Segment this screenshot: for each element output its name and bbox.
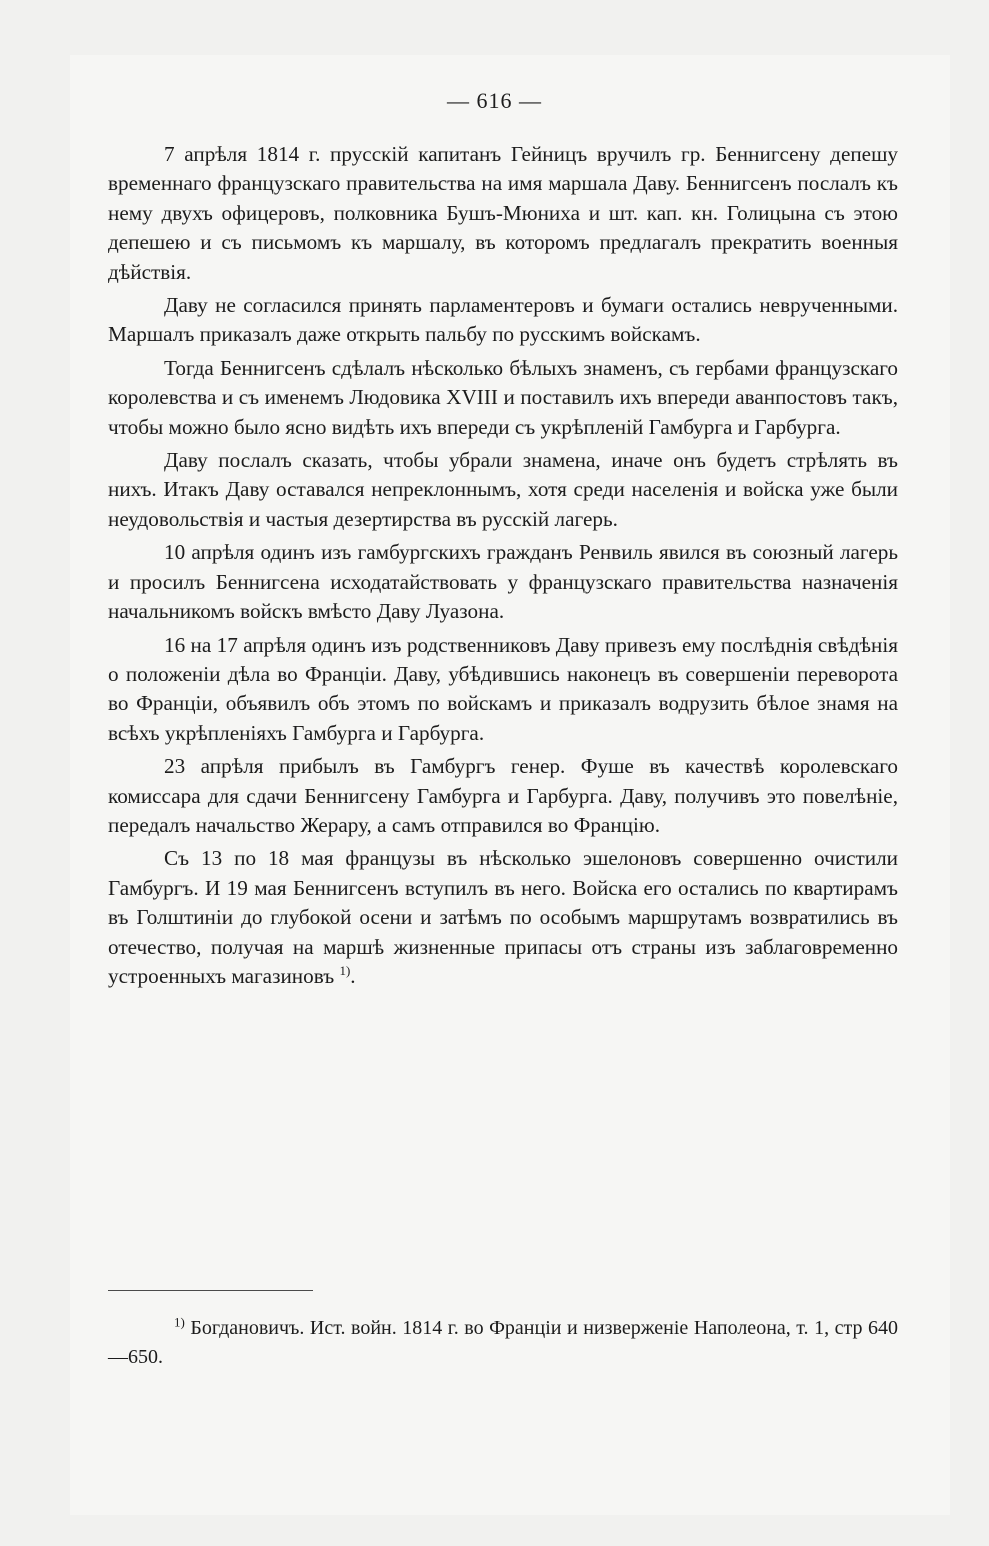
footnote: [108, 1314, 898, 1372]
footnote-reference: 1): [339, 962, 351, 978]
paragraph: 23 апрѣля прибылъ въ Гамбургъ генер. Фуше въ качествѣ королевскаго комиссара для сдачи Беннигсену Гамбурга и Гарбурга. Даву, получивъ это повелѣніе, передалъ начальство Жерару, а самъ отправился во Францію.: [108, 754, 898, 837]
paragraph-text: Съ 13 по 18 мая французы въ нѣсколько эшелоновъ совершенно очистили Гамбургъ. И 19 мая Беннигсенъ вступилъ въ него. Войска его остались по квартирамъ въ Голштиніи до глубокой осени и затѣмъ по особымъ маршрутамъ возвратились въ отечество, получая на маршѣ жизненные припасы отъ страны изъ заблаговременно устроенныхъ магазиновъ: [108, 846, 898, 988]
paragraph: Тогда Беннигсенъ сдѣлалъ нѣсколько бѣлыхъ знаменъ, съ гербами французскаго королевства и съ именемъ Людовика XVIII и поставилъ ихъ впереди аванпостовъ такъ, чтобы можно было ясно видѣть ихъ впереди съ укрѣпленій Гамбурга и Гарбурга.: [108, 355, 898, 439]
paragraph: 10 апрѣля одинъ изъ гамбургскихъ гражданъ Ренвиль явился въ союзный лагерь и просилъ Беннигсена исходатайствовать у французскаго правительства назначенія начальникомъ войскъ вмѣсто Даву Луазона.: [108, 540, 898, 624]
paragraph: Даву послалъ сказать, чтобы убрали знамена, иначе онъ будетъ стрѣлять въ нихъ. Итакъ Даву оставался непреклоннымъ, хотя среди населенія и войска уже были неудовольствія и частыя дезертирства въ русскій лагерь.: [108, 448, 898, 531]
paragraph: 16 на 17 апрѣля одинъ изъ родственниковъ Даву привезъ ему послѣднія свѣдѣнія о положеніи дѣла во Франціи. Даву, убѣдившись наконецъ въ совершеніи переворота во Франціи, объявилъ объ этомъ по войскамъ и приказалъ водрузить бѣлое знамя на всѣхъ укрѣпленіяхъ Гамбурга и Гарбурга.: [108, 632, 898, 745]
footnote-marker: 1): [174, 1314, 185, 1330]
footnote-text: Богдановичъ. Ист. войн. 1814 г. во Франціи и низверженіе Наполеона, т. 1, стр 640—650.: [108, 1317, 898, 1368]
body-text: [108, 140, 898, 991]
paragraph: 7 апрѣля 1814 г. прусскій капитанъ Гейницъ вручилъ гр. Беннигсену депешу временнаго французскаго правительства на имя маршала Даву. Беннигсенъ послалъ къ нему двухъ офицеровъ, полковника Бушъ-Мюниха и шт. кап. кн. Голицына съ этою депешею и съ письмомъ къ маршалу, въ которомъ предлагалъ прекратить военныя дѣйствія.: [108, 142, 898, 284]
paragraph-last: Съ 13 по 18 мая французы въ нѣсколько эшелоновъ совершенно очистили Гамбургъ. И 19 мая Беннигсенъ вступилъ въ него. Войска его остались по квартирамъ въ Голштиніи до глубокой осени и затѣмъ по особымъ маршрутамъ возвратились въ отечество, получая на маршѣ жизненные припасы отъ страны изъ заблаговременно устроенныхъ магазиновъ $^{1)}$.: [108, 846, 898, 988]
page-number: — 616 —: [447, 88, 542, 113]
footnote-divider: [108, 1290, 313, 1291]
paragraph: Даву не согласился принять парламентеровъ и бумаги остались неврученными. Маршалъ приказалъ даже открыть пальбу по русскимъ войскамъ.: [108, 293, 898, 347]
